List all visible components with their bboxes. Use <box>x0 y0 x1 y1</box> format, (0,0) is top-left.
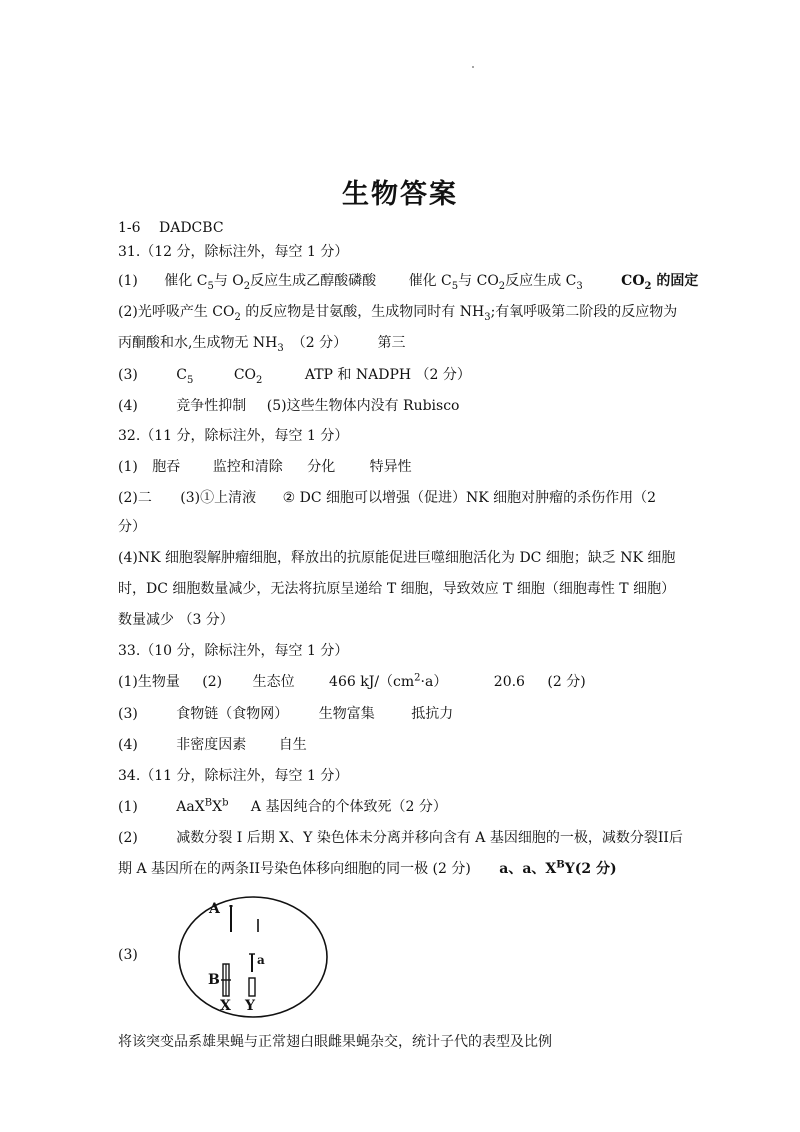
label-X: X <box>220 998 231 1014</box>
q31-r2-third: 第三 <box>377 335 406 351</box>
q32-row2 <box>118 489 656 507</box>
q33-r1-e: 20.6 <box>493 674 525 690</box>
q31-r1-num: (1) <box>118 273 138 289</box>
q31-r4-b: (5)这些生物体内没有 Rubisco <box>266 398 460 414</box>
q31-r3-num: (3) <box>118 367 138 383</box>
q33-r1-c: 生态位 <box>252 674 295 690</box>
q31-row4 <box>118 397 459 415</box>
q34-header: 34.（11 分，除标注外，每空 1 分） <box>118 768 349 784</box>
q34-last-line: 将该突变品系雄果蝇与正常翅白眼雌果蝇杂交，统计子代的表型及比例 <box>118 1034 552 1050</box>
q34-r2-num: (2) <box>118 830 138 846</box>
scan-speck <box>472 66 474 68</box>
q34-r2-answer: a、a、$X^BY(2$ 分) <box>499 859 617 877</box>
q31-r1-c: $CO_2$ 的固定 <box>621 273 699 292</box>
q32-row2-cont: 分） <box>118 519 146 535</box>
q31-row2-line2: 丙酮酸和水,生成物无 $NH_3$ （2 分） 第三 <box>118 335 406 354</box>
q32-r2-a: (2)二 <box>118 490 152 506</box>
q34-r1-num: (1) <box>118 799 138 815</box>
q33-r1-d: 466 $kJ/(cm^2\cdot a)$ <box>329 672 448 690</box>
q33-r1-a: (1)生物量 <box>118 674 180 690</box>
q32-row4-line3: 数量减少 （3 分） <box>118 612 234 628</box>
q32-r2-c: ② DC 细胞可以增强（促进）NK 细胞对肿瘤的杀伤作用（2 <box>282 490 657 506</box>
q31-row3 <box>118 366 471 384</box>
q31-header: 31.（12 分，除标注外，每空 1 分） <box>118 244 349 260</box>
label-a: a <box>257 953 265 967</box>
q31-row1 <box>118 272 698 290</box>
label-A: A <box>209 901 220 917</box>
q33-r3-num: (3) <box>118 706 138 722</box>
q31-row2-line1: (2)光呼吸产生 $CO_2$ 的反应物是甘氨酸，生成物同时有 $NH_3$;有氧呼吸第二阶段的反应物为 <box>118 304 678 323</box>
cell-diagram-svg <box>175 892 335 1028</box>
q33-r4-num: (4) <box>118 737 138 753</box>
q32-row1: (1) 胞吞 监控和清除 分化 特异性 <box>118 459 412 475</box>
q34-r3-num: (3) <box>118 947 138 963</box>
q32-header: 32.（11 分，除标注外，每空 1 分） <box>118 428 349 444</box>
q34-row2-line1: (2) 减数分裂 I 后期 X、Y 染色体未分离并移向含有 A 基因细胞的一极，减数分裂II后 <box>118 830 683 846</box>
mc-answers: DADCBC <box>159 220 224 236</box>
q31-r4-num: (4) <box>118 398 138 414</box>
q33-row3: (3) 食物链（食物网） 生物富集 抵抗力 <box>118 706 454 722</box>
chromosome-Y <box>249 978 255 996</box>
page-title: 生物答案 <box>342 179 458 210</box>
q31-r1-a: 催化 $C_5$与 $O_2$反应生成乙醇酸磷酸 <box>164 273 377 292</box>
q34-r1-genotype: $AaX^BX^b$ <box>176 797 229 815</box>
q32-row4-line1: (4)NK 细胞裂解肿瘤细胞，释放出的抗原能促进巨噬细胞活化为 DC 细胞；缺乏 NK 细胞 <box>118 550 676 566</box>
q33-row4: (4) 非密度因素 自生 <box>118 737 307 753</box>
mc-range: 1-6 <box>118 220 141 236</box>
q33-row1 <box>118 673 586 691</box>
q34-row2-line2: 期 A 基因所在的两条II号染色体移向细胞的同一极 (2 分) a、a、$X^BY(2$ 分) <box>118 859 617 877</box>
q32-r1-num: (1) <box>118 459 138 475</box>
q33-r1-f: (2 分) <box>547 674 586 690</box>
mc-answers-line <box>118 219 224 237</box>
q34-row1 <box>118 798 447 816</box>
label-B: B <box>208 972 220 988</box>
q31-r1-b: 催化 $C_5$与 $CO_2$反应生成 $C_3$ <box>408 273 583 292</box>
label-Y: Y <box>245 998 255 1014</box>
cell-chromosome-diagram <box>175 892 335 1028</box>
q31-r3-a: $C_5$ <box>176 367 194 386</box>
q31-r3-c: ATP 和 NADPH （2 分） <box>304 367 471 383</box>
q33-r1-b: (2) <box>202 674 223 690</box>
q31-r3-b: $CO_2$ <box>233 367 263 386</box>
q33-header: 33.（10 分，除标注外，每空 1 分） <box>118 643 349 659</box>
q32-row4-line2: 时，DC 细胞数量减少，无法将抗原呈递给 T 细胞，导致效应 T 细胞（细胞毒性 T 细胞） <box>118 581 676 597</box>
q32-r2-b: (3)①上清液 <box>180 490 257 506</box>
q34-r1-b: A 基因纯合的个体致死（2 分） <box>250 799 447 815</box>
q31-r4-a: 竞争性抑制 <box>176 398 247 414</box>
